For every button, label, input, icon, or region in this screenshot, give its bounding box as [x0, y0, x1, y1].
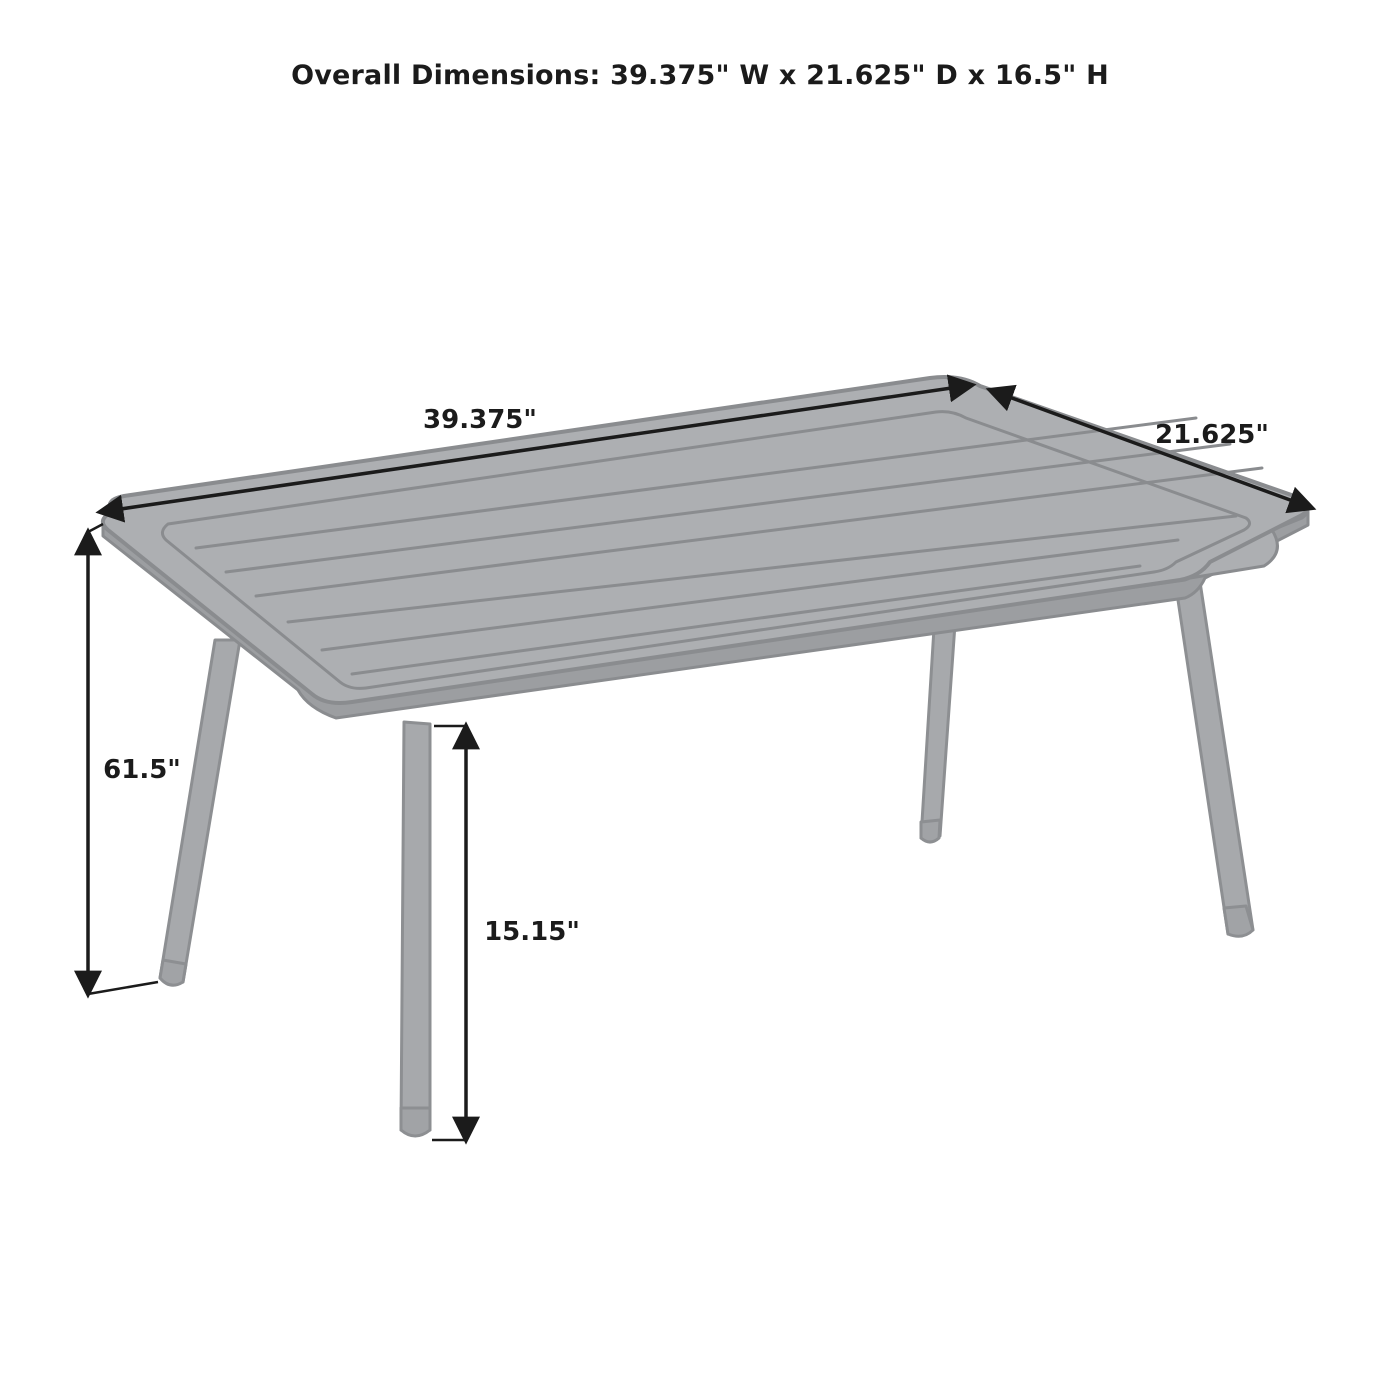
label-depth: 21.625" — [1155, 420, 1269, 450]
leg-front-right — [1175, 580, 1253, 934]
extension-line-total-height-bottom — [88, 982, 158, 994]
label-width: 39.375" — [423, 405, 537, 435]
page-title: Overall Dimensions: 39.375" W x 21.625" D x 16.5" H — [291, 60, 1109, 91]
label-leg-height: 15.15" — [484, 917, 580, 947]
extension-line-total-height-top — [88, 524, 103, 532]
leg-front-right-foot — [1224, 906, 1253, 936]
label-total-height: 61.5" — [103, 755, 181, 785]
leg-front-left — [401, 722, 430, 1130]
table-top — [103, 377, 1308, 718]
leg-back-left — [160, 640, 240, 982]
leg-back-left-foot — [160, 960, 186, 985]
leg-front-left-foot — [401, 1108, 430, 1136]
leg-back-right-foot — [921, 820, 940, 842]
